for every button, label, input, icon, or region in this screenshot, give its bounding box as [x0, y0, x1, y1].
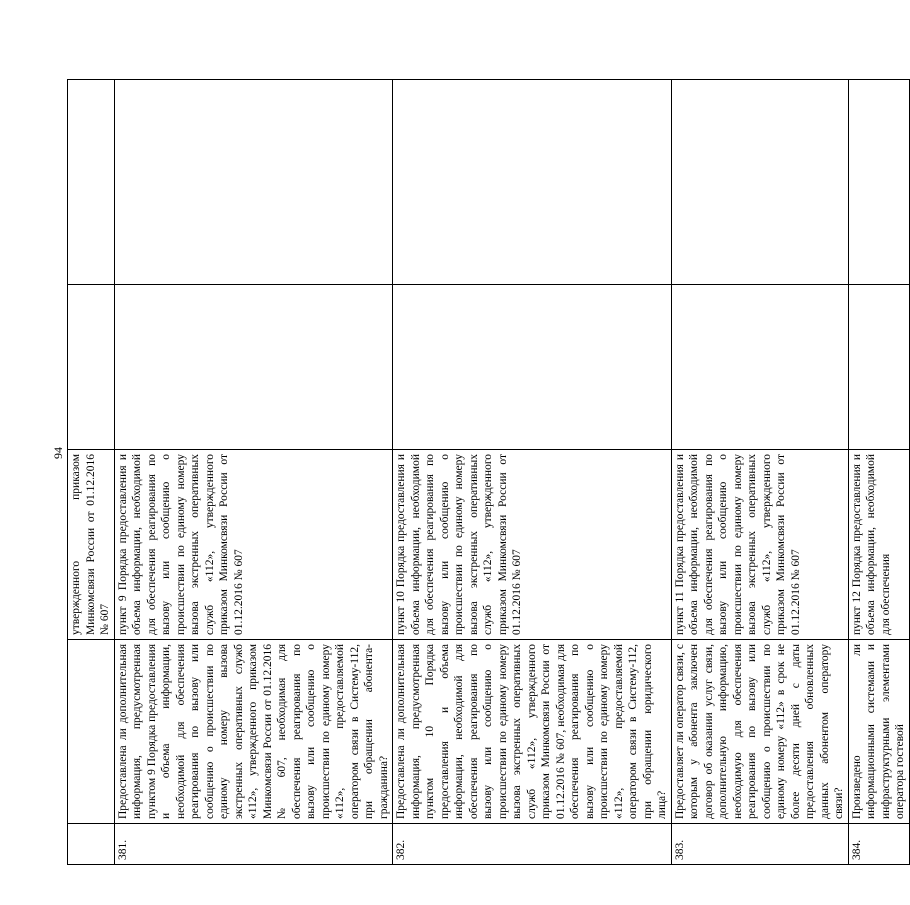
empty-cell	[68, 80, 115, 285]
basis-cell: пункт 9 Порядка предоставления и объема информации, необходимой для обеспечения реагирования по вызову или сообщению о происшествии по единому номеру вызова экстренных оперативных служб «112», утвержденного приказом Минкомсвязи России от 01.12.2016 № 607	[114, 450, 393, 640]
table-row	[393, 80, 672, 865]
basis-cell: пункт 10 Порядка предоставления и объема информации, необходимой для обеспечения реагирования по вызову или сообщению о происшествии по единому номеру вызова экстренных оперативных служб «112», утвержденного приказом Минкомсвязи России от 01.12.2016 № 607	[393, 450, 672, 640]
basis-cell: пункт 11 Порядка предоставления и объема информации, необходимой для обеспечения реагирования по вызову или сообщению о происшествии по единому номеру вызова экстренных оперативных служб «112», утвержденного приказом Минкомсвязи России от 01.12.2016 № 607	[671, 450, 848, 640]
question-cell: Предоставлена ли дополнительная информация, предусмотренная пунктом 10 Порядка предоставления и объема информации, необходимой для обеспечения реагирования по вызову или сообщению о происшествии по единому номеру вызова экстренных оперативных служб «112», утвержденного приказом Минкомсвязи России от 01.12.2016 № 607, необходимая для обеспечения реагирования по вызову или сообщению о происшествии по единому номеру «112», предоставляемой оператором связи в Систему-112, при обращении юридического лица?	[393, 640, 672, 824]
basis-cell: утвержденного приказом Минкомсвязи России от 01.12.2016 № 607	[68, 450, 115, 640]
table-row	[114, 80, 393, 865]
question-cell: Предоставляет ли оператор связи, с которым у абонента заключен договор об оказании услуг связи, дополнительную информацию, необходимую для обеспечения реагирования по вызову или сообщению о происшествии по единому номеру «112» в срок не более десяти дней с даты предоставления обновленных данных абонентом оператору связи?	[671, 640, 848, 824]
question-cell	[68, 640, 115, 824]
table-row	[671, 80, 848, 865]
checklist-page	[67, 80, 906, 865]
basis-cell: пункт 12 Порядка предоставления и объема информации, необходимой для обеспечения	[848, 450, 909, 640]
row-number: 383.	[671, 824, 848, 865]
empty-cell	[393, 80, 672, 285]
table-row	[68, 80, 115, 865]
table-row	[848, 80, 909, 865]
empty-cell	[671, 80, 848, 285]
empty-cell	[671, 285, 848, 450]
question-cell: Предоставлена ли дополнительная информация, предусмотренная пунктом 9 Порядка предоставления и объема информации, необходимой для обеспечения реагирования по вызову или сообщению о происшествии по единому номеру вызова экстренных оперативных служб «112», утвержденного приказом Минкомсвязи России от 01.12.2016 № 607, необходимая для обеспечения реагирования по вызову или сообщению о происшествии по единому номеру «112», предоставляемой оператором связи в Систему-112, при обращении абонента-гражданина?	[114, 640, 393, 824]
empty-cell	[114, 285, 393, 450]
empty-cell	[393, 285, 672, 450]
row-number: 381.	[114, 824, 393, 865]
question-cell: Произведено ли информационными системами и инфраструктурными элементами оператора гостевой	[848, 640, 909, 824]
row-number: 382.	[393, 824, 672, 865]
empty-cell	[114, 80, 393, 285]
checklist-table	[67, 79, 910, 865]
page-number: 94	[51, 447, 65, 459]
empty-cell	[848, 80, 909, 285]
row-number: 384.	[848, 824, 909, 865]
row-number	[68, 824, 115, 865]
empty-cell	[68, 285, 115, 450]
empty-cell	[848, 285, 909, 450]
